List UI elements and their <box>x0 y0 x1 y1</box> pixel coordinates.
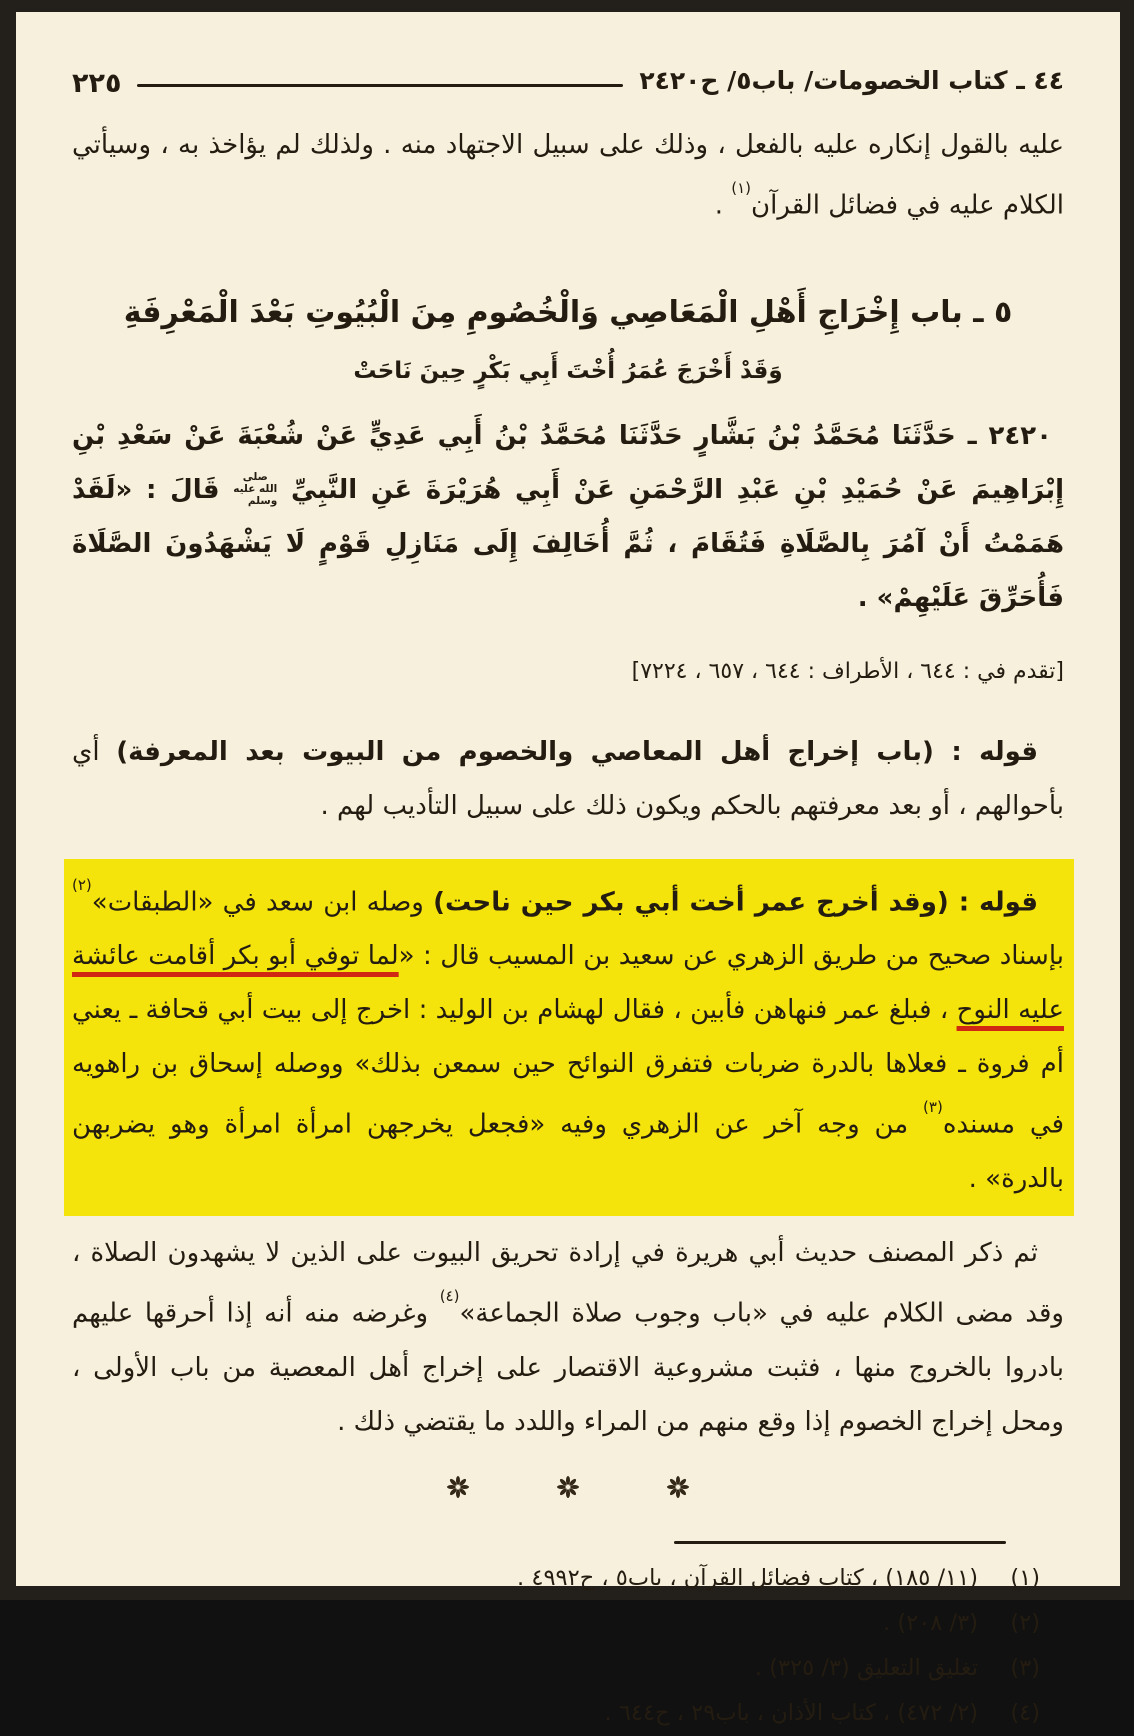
commentary-paragraph-2 <box>72 1226 1064 1449</box>
intro-text: عليه بالقول إنكاره عليه بالفعل ، وذلك على سبيل الاجتهاد منه . ولذلك لم يؤاخذ به ، وسيأتي الكلام عليه في فضائل القرآن <box>72 130 1064 221</box>
footnote-ref-4: (٤) <box>439 1286 460 1305</box>
commentary-paragraph-1 <box>72 725 1064 833</box>
chapter-heading: ٥ ـ باب إِخْرَاجِ أَهْلِ الْمَعَاصِي وَالْخُصُومِ مِنَ الْبُيُوتِ بَعْدَ الْمَعْرِفَةِ <box>123 294 1013 330</box>
red-underlined-phrase: لما توفي أبو بكر أقامت عائشة عليه النوح <box>72 941 1064 1026</box>
commentary-1-body: أي بأحوالهم ، أو بعد معرفتهم بالحكم ويكون ذلك على سبيل التأديب لهم . <box>72 736 1064 821</box>
flower-asterisk-icon <box>666 1475 690 1499</box>
footnote-marker: (٢) <box>1010 1609 1040 1636</box>
footnote-text: (٣/ ٢٠٨) . <box>883 1609 978 1636</box>
header-rule <box>137 84 623 87</box>
intro-paragraph <box>72 118 1064 233</box>
highlight-body-3: ، فبلغ عمر فنهاهن فأبين ، فقال لهشام بن الوليد : اخرج إلى بيت أبي قحافة ـ يعني أم فروة ـ فعلاها بالدرة ضربات فتفرق النوائح حين سمعن بذلك» ووصله إسحاق بن راهويه في مسنده <box>72 995 1065 1140</box>
footnote-ref-3: (٣) <box>923 1098 943 1117</box>
page-number: ٢٢٥ <box>72 67 122 99</box>
hadith-number: ٢٤٢٠ <box>988 420 1052 451</box>
flower-asterisk-icon <box>556 1475 580 1499</box>
commentary-1-lead: قوله : (باب إخراج أهل المعاصي والخصوم من البيوت بعد المعرفة) <box>116 736 1038 767</box>
highlighted-paragraph <box>72 869 1064 1206</box>
commentary-2-part-1: ثم ذكر المصنف حديث أبي هريرة في إرادة تحريق البيوت على الذين لا يشهدون الصلاة ، وقد مضى الكلام عليه في «باب وجوب صلاة الجماعة» <box>72 1237 1064 1329</box>
page-header <box>72 60 1064 100</box>
footnote-row <box>72 1691 1040 1736</box>
hadith-paragraph <box>72 409 1064 625</box>
footnote-marker: (١) <box>1010 1564 1040 1591</box>
highlight-lead: قوله : (وقد أخرج عمر أخت أبي بكر حين ناحت) <box>433 887 1038 918</box>
takhrij-line: [تقدم في : ٦٤٤ ، الأطراف : ٦٤٤ ، ٦٥٧ ، ٧٢٢٤] <box>631 658 1064 684</box>
commentary-2-part-2: وغرضه منه أنه إذا أحرقها عليهم بادروا بالخروج منها ، فثبت مشروعية الاقتصار على إخراج أهل المعصية من باب الأولى ، ومحل إخراج الخصوم إذا وقع منهم من المراء واللدد ما يقتضي ذلك . <box>72 1298 1064 1437</box>
pbuh-symbol: صلى الله عليه وسلم <box>233 470 278 507</box>
highlighted-passage <box>64 859 1074 1216</box>
footnote-marker: (٤) <box>1010 1699 1040 1726</box>
intro-period: . <box>714 190 732 221</box>
footnote-ref-2: (٢) <box>72 875 92 894</box>
highlight-body-1: وصله ابن سعد في «الطبقات» <box>91 887 434 918</box>
highlight-body-4: من وجه آخر عن الزهري وفيه «فجعل يخرجهن امرأة امرأة وهو يضربهن بالدرة» . <box>72 1109 1064 1194</box>
hadith-matn: «لَقَدْ هَمَمْتُ أَنْ آمُرَ بِالصَّلَاةِ فَتُقَامَ ، ثُمَّ أُخَالِفَ إِلَى مَنَازِلِ قَوْمٍ لَا يَشْهَدُونَ الصَّلَاةَ فَأُحَرِّقَ عَلَيْهِمْ» . <box>72 474 1064 613</box>
book-page <box>16 12 1120 1726</box>
footnote-marker: (٣) <box>1010 1654 1040 1681</box>
running-head-title: ٤٤ ـ كتاب الخصومات/ باب٥/ ح٢٤٢٠ <box>639 65 1064 95</box>
footnote-row <box>72 1646 1040 1691</box>
hadith-isnad: ـ حَدَّثَنَا مُحَمَّدُ بْنُ بَشَّارٍ حَدَّثَنَا مُحَمَّدُ بْنُ أَبِي عَدِيٍّ عَنْ شُعْبَةَ عَنْ سَعْدِ بْنِ إِبْرَاهِيمَ عَنْ حُمَيْدِ بْنِ عَبْدِ الرَّحْمَنِ عَنْ أَبِي هُرَيْرَةَ عَنِ النَّبِيِّ <box>72 420 1065 505</box>
footnote-row <box>72 1556 1040 1601</box>
footnote-text: (٢/ ٤٧٢) ، كتاب الأذان ، باب٢٩ ، ح٦٤٤ . <box>604 1699 978 1726</box>
footnotes-block <box>72 1556 1064 1736</box>
footnote-separator-rule <box>674 1541 1006 1544</box>
chapter-subheading: وَقَدْ أَخْرَجَ عُمَرُ أُخْتَ أَبِي بَكْرٍ حِينَ نَاحَتْ <box>353 357 783 384</box>
section-divider-ornaments <box>72 1475 1064 1503</box>
hadith-qala: قَالَ : <box>132 474 234 505</box>
footnote-row <box>72 1601 1040 1646</box>
flower-asterisk-icon <box>446 1475 470 1499</box>
footnote-text: (١١/ ١٨٥) ، كتاب فضائل القرآن ، باب٥ ، ح٤٩٩٢ . <box>517 1564 978 1591</box>
highlight-body-2: بإسناد صحيح من طريق الزهري عن سعيد بن المسيب قال : « <box>398 941 1065 972</box>
footnote-text: تغليق التعليق (٣/ ٣٢٥) . <box>754 1654 978 1681</box>
footnote-ref-1: (١) <box>731 179 752 197</box>
